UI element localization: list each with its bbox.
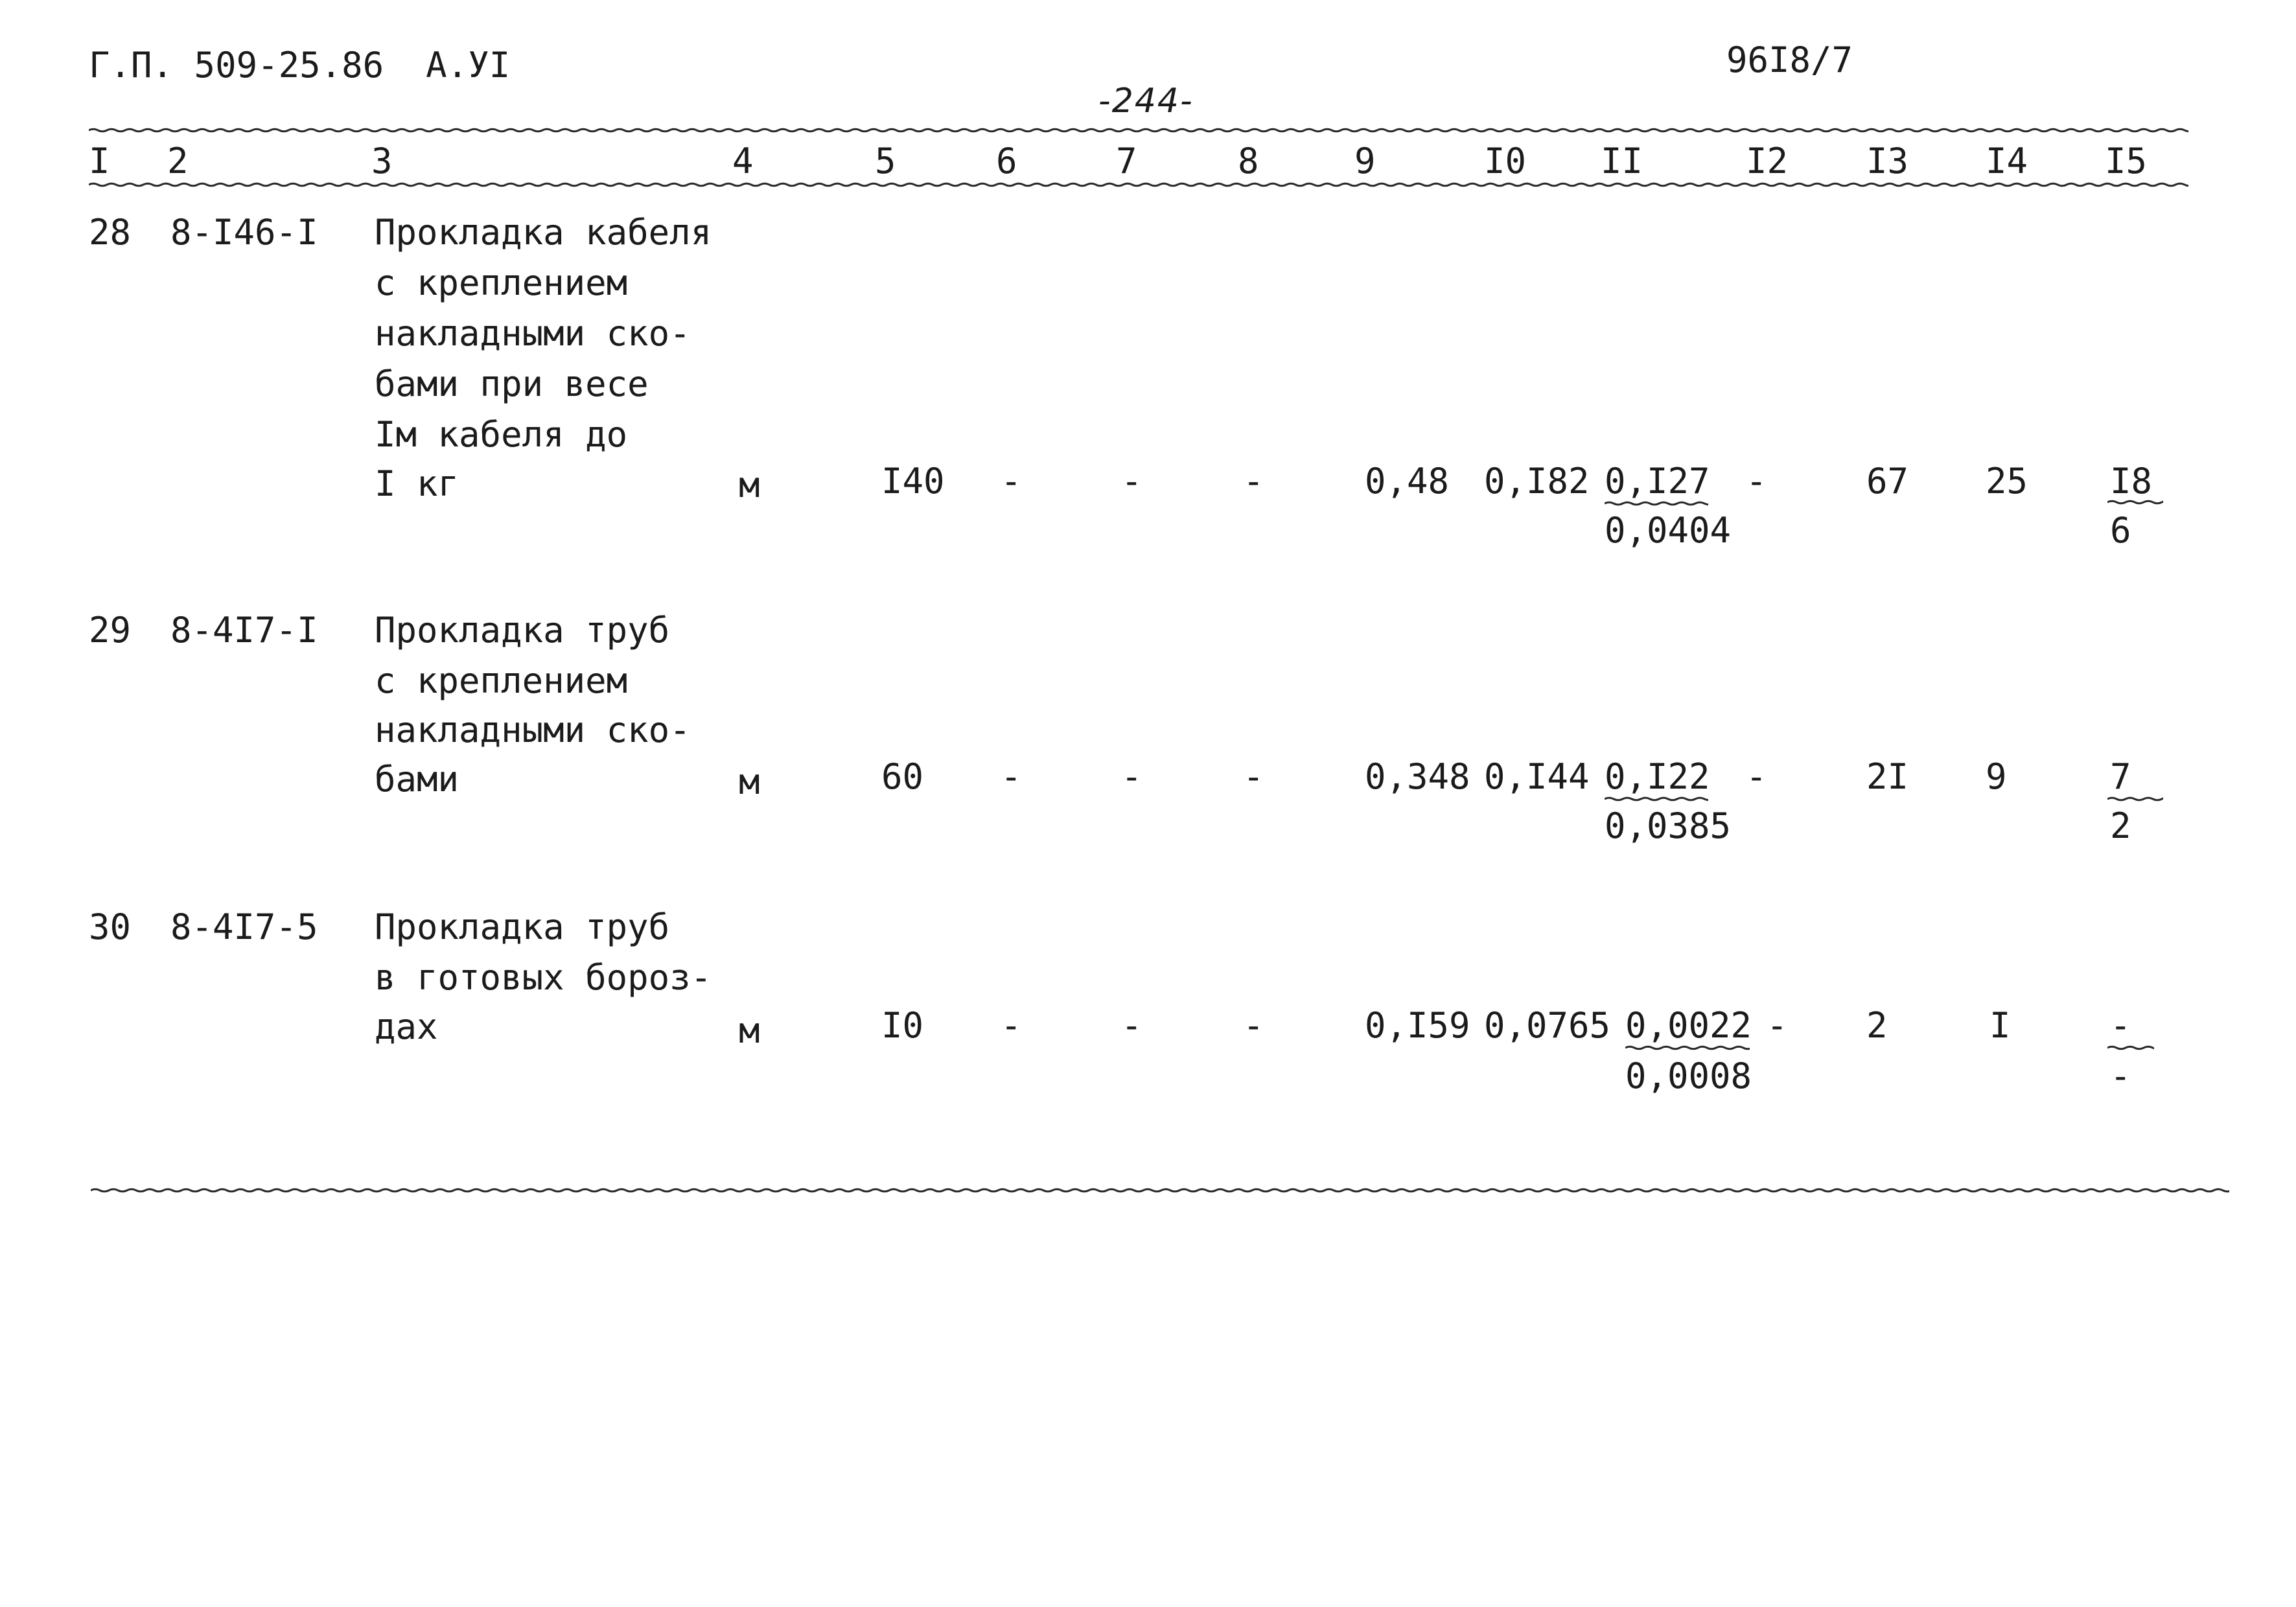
row-col11-numerator: 0,I22 bbox=[1605, 756, 1710, 797]
row-col15-numerator: 7 bbox=[2110, 756, 2131, 797]
column-header: 8 bbox=[1238, 141, 1259, 181]
row-col13: 67 bbox=[1866, 461, 1909, 502]
row-description-line: накладными ско- bbox=[375, 313, 691, 354]
row-col7: - bbox=[1121, 461, 1142, 502]
row-col8: - bbox=[1243, 1005, 1264, 1046]
column-header: II bbox=[1601, 141, 1643, 181]
row-col12: - bbox=[1746, 461, 1767, 502]
row-col9: 0,48 bbox=[1365, 461, 1450, 502]
row-unit: м bbox=[739, 761, 760, 802]
row-col15-denominator: 2 bbox=[2110, 805, 2131, 846]
row-col15-numerator: I8 bbox=[2110, 461, 2153, 502]
header-rule bbox=[89, 181, 2188, 188]
row-col15-numerator: - bbox=[2110, 1005, 2131, 1046]
row-description-line: бами bbox=[375, 759, 459, 800]
fraction-bar bbox=[2107, 1045, 2154, 1051]
column-header: I5 bbox=[2105, 141, 2148, 181]
row-col12: - bbox=[1767, 1005, 1788, 1046]
column-header: 6 bbox=[996, 141, 1017, 181]
row-col15-denominator: - bbox=[2110, 1056, 2131, 1096]
row-unit: м bbox=[739, 465, 760, 505]
column-header: 9 bbox=[1354, 141, 1376, 181]
row-col7: - bbox=[1121, 1005, 1142, 1046]
row-description-line: накладными ско- bbox=[375, 710, 691, 750]
column-header: 2 bbox=[167, 141, 189, 181]
fraction-bar bbox=[1605, 796, 1708, 802]
row-col14: 25 bbox=[1986, 461, 2028, 502]
row-col12: - bbox=[1746, 756, 1767, 797]
doc-code: Г.П. 509-25.86 А.УI bbox=[89, 45, 511, 86]
row-col14: I bbox=[1989, 1005, 2011, 1046]
row-col5: I0 bbox=[881, 1005, 924, 1046]
row-col6: - bbox=[1001, 1005, 1022, 1046]
row-col6: - bbox=[1001, 756, 1022, 797]
page-number: -244- bbox=[1098, 82, 1194, 121]
column-header: 5 bbox=[875, 141, 896, 181]
row-col11-numerator: 0,I27 bbox=[1605, 461, 1710, 502]
row-description-line: в готовых бороз- bbox=[375, 957, 712, 998]
column-header: 4 bbox=[732, 141, 754, 181]
row-col8: - bbox=[1243, 461, 1264, 502]
row-col10: 0,I44 bbox=[1484, 756, 1590, 797]
fraction-bar bbox=[1605, 500, 1708, 507]
row-code: 8-4I7-5 bbox=[170, 907, 318, 947]
row-description-line: Прокладка кабеля bbox=[375, 212, 712, 253]
sheet-code: 96I8/7 bbox=[1726, 40, 1853, 80]
column-header: I bbox=[89, 141, 110, 181]
row-col8: - bbox=[1243, 756, 1264, 797]
row-col6: - bbox=[1001, 461, 1022, 502]
row-description-line: дах bbox=[375, 1006, 438, 1047]
row-number: 30 bbox=[89, 907, 132, 947]
row-col15-denominator: 6 bbox=[2110, 510, 2131, 551]
bottom-rule bbox=[91, 1187, 2229, 1194]
top-rule bbox=[89, 127, 2188, 133]
row-col7: - bbox=[1121, 756, 1142, 797]
row-col9: 0,I59 bbox=[1365, 1005, 1470, 1046]
row-description-line: с креплением bbox=[375, 660, 628, 701]
column-header: I0 bbox=[1484, 141, 1527, 181]
row-number: 28 bbox=[89, 212, 132, 253]
column-header: I4 bbox=[1986, 141, 2028, 181]
column-header: I2 bbox=[1746, 141, 1789, 181]
row-col10: 0,0765 bbox=[1484, 1005, 1611, 1046]
row-col10: 0,I82 bbox=[1484, 461, 1590, 502]
column-header: 7 bbox=[1116, 141, 1137, 181]
row-code: 8-4I7-I bbox=[170, 610, 318, 651]
row-description-line: Прокладка труб bbox=[375, 610, 670, 651]
row-col13: 2 bbox=[1866, 1005, 1888, 1046]
fraction-bar bbox=[2107, 796, 2163, 802]
row-description-line: Iм кабеля до bbox=[375, 414, 628, 455]
row-description-line: I кг bbox=[375, 463, 459, 504]
row-description-line: Прокладка труб bbox=[375, 907, 670, 947]
row-unit: м bbox=[739, 1010, 760, 1051]
column-header: 3 bbox=[371, 141, 393, 181]
row-col11-denominator: 0,0008 bbox=[1625, 1056, 1752, 1096]
fraction-bar bbox=[2107, 499, 2163, 505]
row-col11-numerator: 0,0022 bbox=[1625, 1005, 1752, 1046]
row-col11-denominator: 0,0385 bbox=[1605, 805, 1732, 846]
row-col11-denominator: 0,0404 bbox=[1605, 510, 1732, 551]
row-col14: 9 bbox=[1986, 756, 2007, 797]
column-header: I3 bbox=[1866, 141, 1909, 181]
row-code: 8-I46-I bbox=[170, 212, 318, 253]
row-number: 29 bbox=[89, 610, 132, 651]
row-col9: 0,348 bbox=[1365, 756, 1470, 797]
row-description-line: бами при весе bbox=[375, 364, 649, 404]
fraction-bar bbox=[1625, 1045, 1750, 1051]
row-col5: 60 bbox=[881, 756, 924, 797]
row-col5: I40 bbox=[881, 461, 945, 502]
row-col13: 2I bbox=[1866, 756, 1909, 797]
row-description-line: с креплением bbox=[375, 262, 628, 303]
